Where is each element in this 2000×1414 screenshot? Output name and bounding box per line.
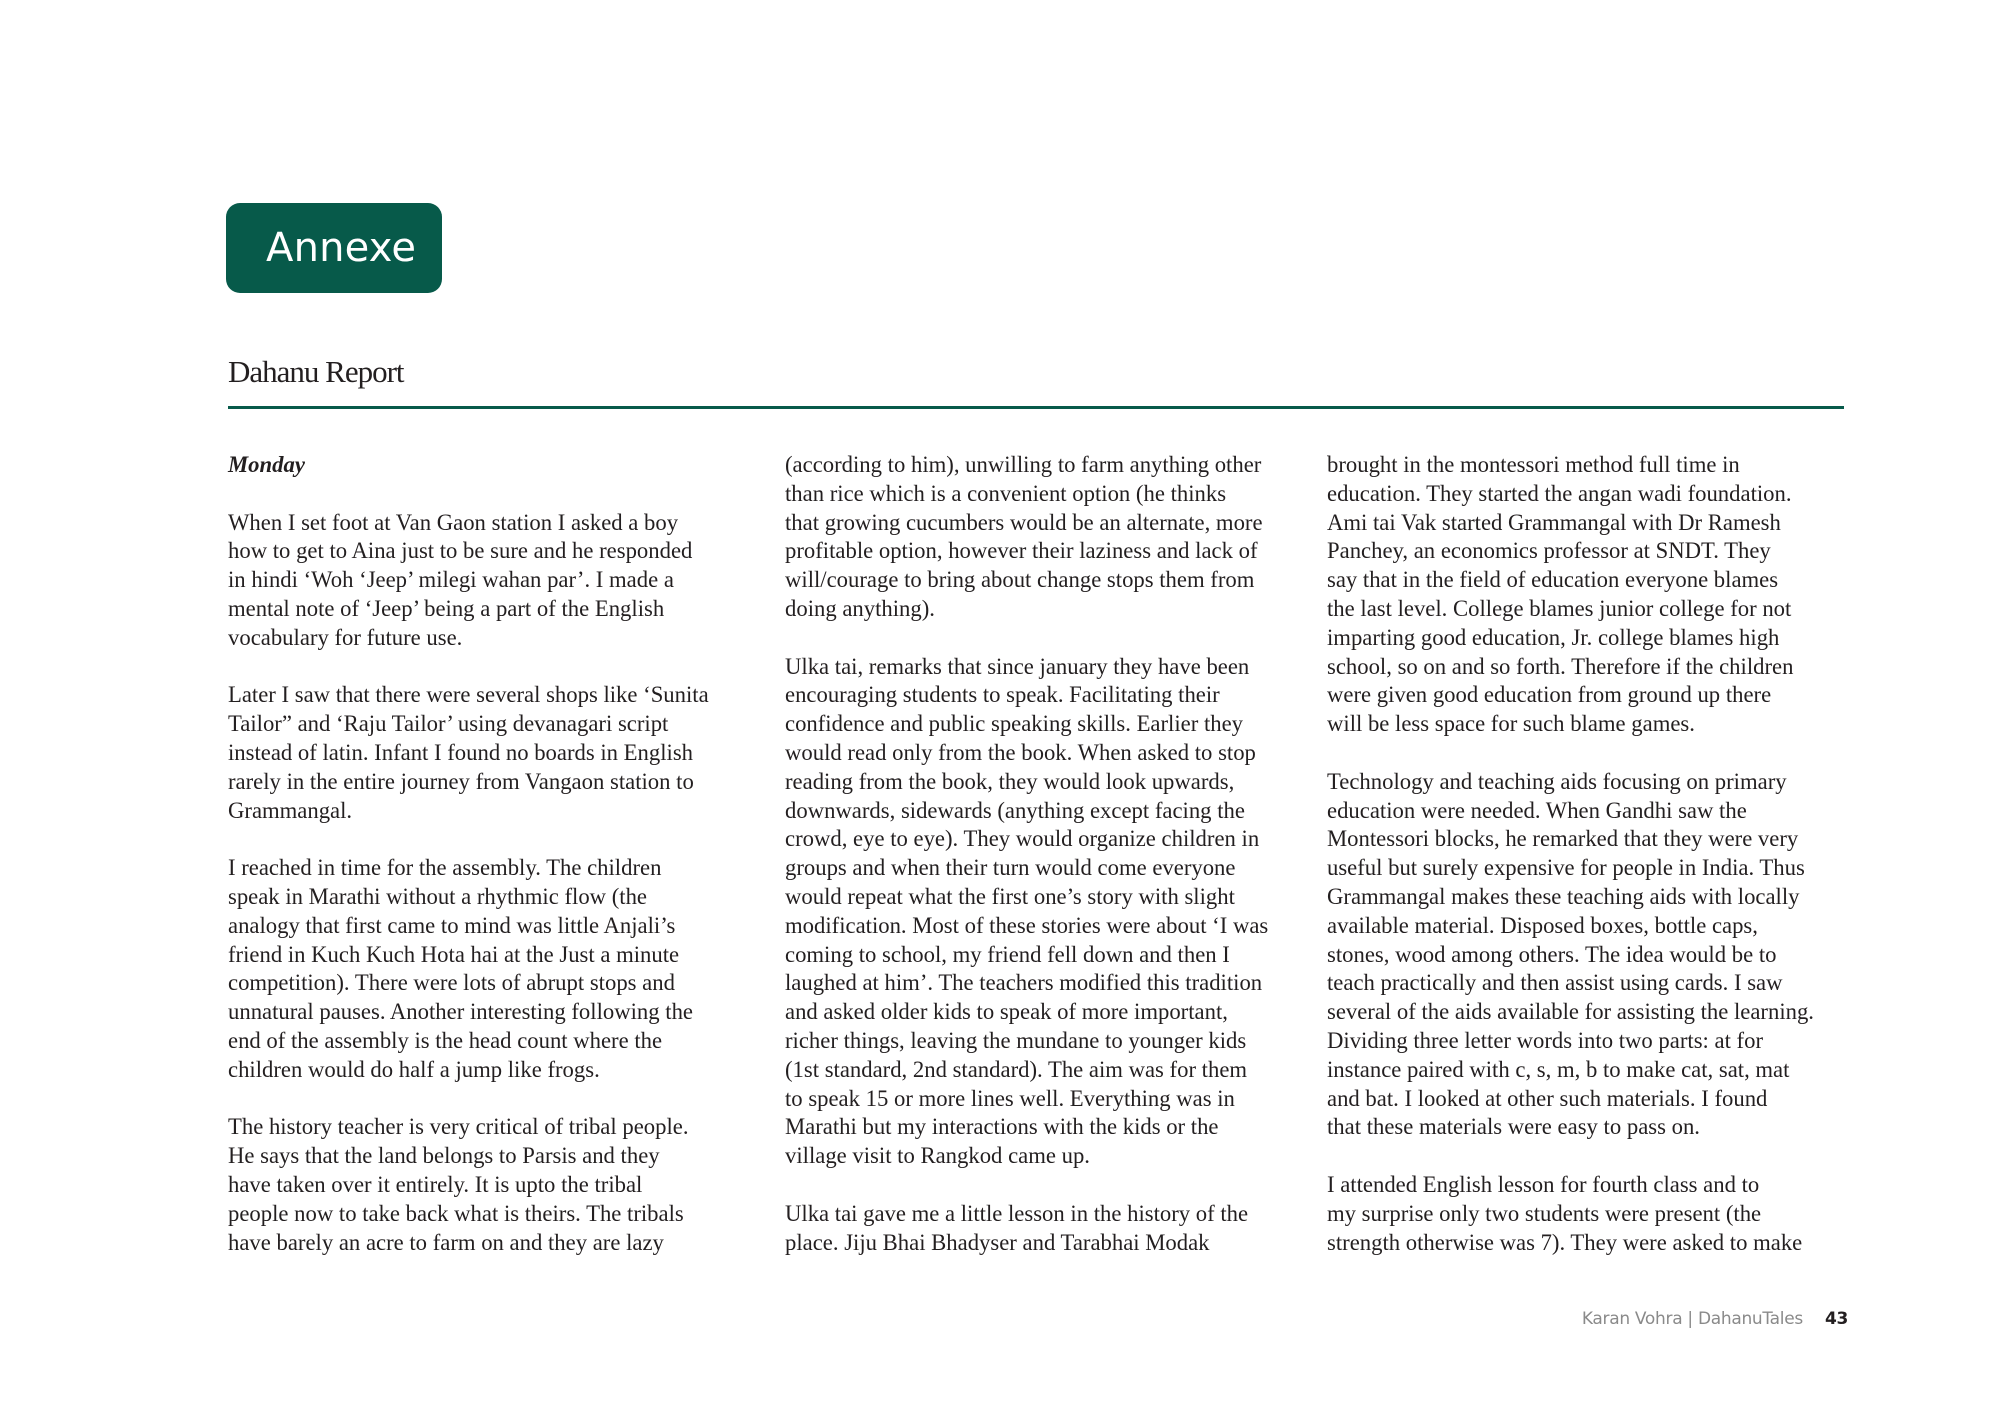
body-paragraph	[785, 451, 1310, 624]
text-line: Later I saw that there were several shops like ‘Sunita	[228, 682, 709, 708]
text-column-1	[228, 451, 748, 1286]
text-line: groups and when their turn would come everyone	[785, 855, 1236, 881]
footer-credit: Karan Vohra | DahanuTales	[1581, 1309, 1803, 1329]
text-line: Ulka tai gave me a little lesson in the history of the	[785, 1200, 1249, 1226]
body-paragraph	[1327, 768, 1847, 1142]
text-line: and asked older kids to speak of more important,	[785, 999, 1228, 1025]
body-paragraph	[228, 1113, 748, 1257]
page-footer	[1582, 1309, 1848, 1329]
text-line: the last level. College blames junior college for not	[1327, 595, 1792, 621]
text-line: place. Jiju Bhai Bhadyser and Tarabhai Modak	[785, 1229, 1210, 1255]
page-number: 43	[1824, 1309, 1848, 1329]
text-line: Tailor” and ‘Raju Tailor’ using devanagari script	[228, 711, 669, 737]
text-line: crowd, eye to eye). They would organize children in	[785, 826, 1260, 852]
text-line: profitable option, however their laziness and lack of	[785, 538, 1258, 564]
text-line: were given good education from ground up there	[1327, 682, 1772, 708]
text-line: Dividing three letter words into two parts: at for	[1327, 1027, 1764, 1053]
text-line: will be less space for such blame games.	[1327, 711, 1695, 737]
text-line: instance paired with c, s, m, b to make cat, sat, mat	[1327, 1056, 1790, 1082]
text-line: strength otherwise was 7). They were asked to make	[1327, 1229, 1803, 1255]
text-line: modification. Most of these stories were about ‘I was	[785, 912, 1269, 938]
text-line: laughed at him’. The teachers modified this tradition	[785, 970, 1263, 996]
report-title: Dahanu Report	[228, 354, 404, 389]
text-line: rarely in the entire journey from Vangaon station to	[228, 768, 694, 794]
text-line: teach practically and then assist using cards. I saw	[1327, 970, 1783, 996]
text-line: reading from the book, they would look upwards,	[785, 768, 1235, 794]
text-line: will/courage to bring about change stops them from	[785, 567, 1255, 593]
text-line: school, so on and so forth. Therefore if the children	[1327, 653, 1794, 679]
text-line: Ulka tai, remarks that since january they have been	[785, 653, 1250, 679]
text-line: would read only from the book. When asked to stop	[785, 739, 1256, 765]
text-line: He says that the land belongs to Parsis and they	[228, 1143, 660, 1169]
text-line: in hindi ‘Woh ‘Jeep’ milegi wahan par’. I made a	[228, 567, 674, 593]
text-line: When I set foot at Van Gaon station I asked a boy	[228, 509, 679, 535]
text-line: end of the assembly is the head count where the	[228, 1027, 663, 1053]
text-line: brought in the montessori method full time in	[1327, 452, 1740, 477]
body-paragraph	[1327, 1171, 1847, 1257]
text-line: Marathi but my interactions with the kids or the	[785, 1114, 1219, 1140]
text-line: confidence and public speaking skills. Earlier they	[785, 711, 1244, 737]
section-tab-annexe	[226, 203, 442, 293]
text-line: The history teacher is very critical of tribal people.	[228, 1114, 689, 1140]
body-paragraph	[228, 509, 748, 653]
text-line: to speak 15 or more lines well. Everything was in	[785, 1085, 1235, 1111]
body-paragraph	[228, 681, 748, 825]
text-line: have barely an acre to farm on and they are lazy	[228, 1229, 664, 1255]
text-line: have taken over it entirely. It is upto the tribal	[228, 1171, 643, 1197]
text-line: children would do half a jump like frogs.	[228, 1056, 600, 1082]
text-line: education. They started the angan wadi foundation.	[1327, 480, 1792, 506]
text-line: how to get to Aina just to be sure and he responded	[228, 538, 693, 564]
text-line: Technology and teaching aids focusing on primary	[1327, 768, 1787, 794]
text-line: say that in the field of education everyone blames	[1327, 567, 1779, 593]
text-line: would repeat what the first one’s story with slight	[785, 883, 1235, 909]
text-line: Grammangal.	[228, 797, 353, 823]
day-heading	[228, 451, 748, 480]
text-line: and bat. I looked at other such materials. I found	[1327, 1085, 1768, 1111]
text-line: than rice which is a convenient option (he thinks	[785, 480, 1227, 506]
text-line: (1st standard, 2nd standard). The aim was for them	[785, 1056, 1248, 1082]
text-line: unnatural pauses. Another interesting following the	[228, 999, 693, 1025]
text-line: downwards, sidewards (anything except facing the	[785, 797, 1245, 823]
text-line: coming to school, my friend fell down and then I	[785, 941, 1230, 967]
text-line: I reached in time for the assembly. The children	[228, 855, 662, 881]
text-line: I attended English lesson for fourth class and to	[1327, 1171, 1760, 1197]
text-column-3	[1327, 451, 1847, 1286]
text-line: that these materials were easy to pass on.	[1327, 1114, 1700, 1140]
text-line: richer things, leaving the mundane to younger kids	[785, 1027, 1247, 1053]
text-line: analogy that first came to mind was little Anjali’s	[228, 912, 676, 938]
text-line: Panchey, an economics professor at SNDT. They	[1327, 538, 1771, 564]
body-paragraph	[785, 1200, 1310, 1258]
text-line: competition). There were lots of abrupt stops and	[228, 970, 675, 996]
text-line: that growing cucumbers would be an alternate, more	[785, 509, 1263, 535]
section-tab-label: Annexe	[266, 225, 417, 271]
text-line: stones, wood among others. The idea would be to	[1327, 941, 1777, 967]
body-paragraph	[1327, 451, 1847, 739]
text-line: vocabulary for future use.	[228, 624, 463, 650]
text-line: doing anything).	[785, 595, 935, 621]
text-column-2	[785, 451, 1310, 1286]
text-line: instead of latin. Infant I found no boards in English	[228, 739, 694, 765]
text-line: (according to him), unwilling to farm anything other	[785, 452, 1262, 477]
text-line: my surprise only two students were present (the	[1327, 1200, 1762, 1226]
text-line: education were needed. When Gandhi saw the	[1327, 797, 1747, 823]
text-line: Ami tai Vak started Grammangal with Dr Ramesh	[1327, 509, 1781, 535]
title-divider	[228, 406, 1844, 409]
text-line: imparting good education, Jr. college blames high	[1327, 624, 1780, 650]
text-line: Monday	[228, 452, 305, 477]
text-line: encouraging students to speak. Facilitating their	[785, 682, 1220, 708]
text-line: available material. Disposed boxes, bottle caps,	[1327, 912, 1758, 938]
body-paragraph	[785, 653, 1310, 1171]
text-line: people now to take back what is theirs. The tribals	[228, 1200, 684, 1226]
text-line: friend in Kuch Kuch Hota hai at the Just a minute	[228, 941, 680, 967]
text-line: several of the aids available for assisting the learning.	[1327, 999, 1814, 1025]
text-line: village visit to Rangkod came up.	[785, 1143, 1090, 1169]
text-line: mental note of ‘Jeep’ being a part of the English	[228, 595, 665, 621]
text-line: speak in Marathi without a rhythmic flow (the	[228, 883, 647, 909]
text-line: useful but surely expensive for people in India. Thus	[1327, 855, 1805, 881]
text-line: Montessori blocks, he remarked that they were very	[1327, 826, 1799, 852]
body-paragraph	[228, 854, 748, 1084]
text-line: Grammangal makes these teaching aids with locally	[1327, 883, 1800, 909]
